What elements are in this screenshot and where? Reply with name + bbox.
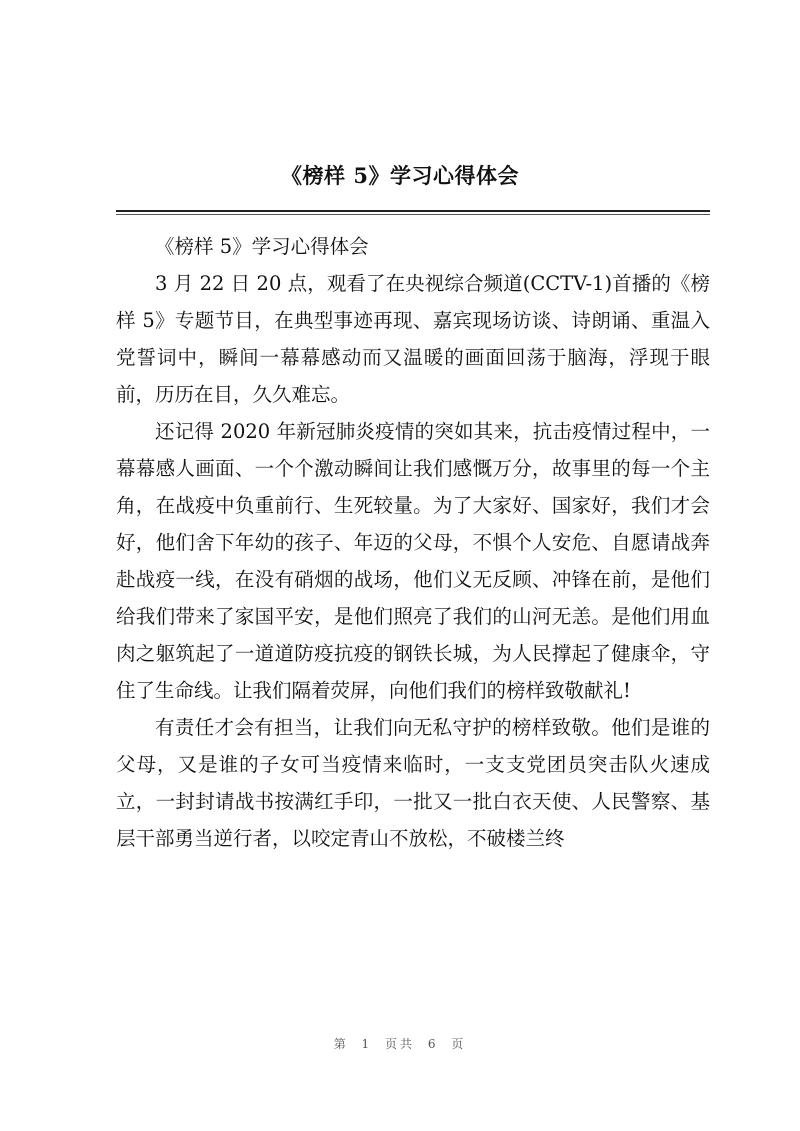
section-heading: 《榜样 5》学习心得体会 bbox=[155, 235, 369, 258]
header-rule bbox=[116, 210, 710, 212]
page-title: 《榜样 5》学习心得体会 bbox=[281, 163, 519, 188]
page-number: 第 1 页共 6 页 bbox=[333, 1037, 467, 1051]
document-body bbox=[116, 228, 710, 857]
paragraph-2: 还记得 2020 年新冠肺炎疫情的突如其来，抗击疫情过程中，一幕幕感人画面、一个个激动瞬间让我们感慨万分，故事里的每一个主角，在战疫中负重前行、生死较量。为了大家好、国家好，我们才会好，他们舍下年幼的孩子、年迈的父母，不惧个人安危、自愿请战奔赴战疫一线，在没有硝烟的战场，他们义无反顾、冲锋在前，是他们给我们带来了家国平安，是他们照亮了我们的山河无恙。是他们用血肉之躯筑起了一道道防疫抗疫的钢铁长城，为人民撑起了健康伞，守住了生命线。让我们隔着荧屏，向他们我们的榜样致敬献礼! bbox=[116, 420, 710, 702]
header-rule-thin bbox=[116, 214, 710, 215]
paragraph-3: 有责任才会有担当，让我们向无私守护的榜样致敬。他们是谁的父母，又是谁的子女可当疫情来临时，一支支党团员突击队火速成立，一封封请战书按满红手印，一批又一批白衣天使、人民警察、基层干部勇当逆行者，以咬定青山不放松，不破楼兰终 bbox=[116, 716, 710, 850]
paragraph-1: 3 月 22 日 20 点，观看了在央视综合频道(CCTV-1)首播的《榜样 5》专题节目，在典型事迹再现、嘉宾现场访谈、诗朗诵、重温入党誓词中，瞬间一幕幕感动而又温暖的画面回荡于脑海，浮现于眼前，历历在目，久久难忘。 bbox=[116, 272, 710, 406]
